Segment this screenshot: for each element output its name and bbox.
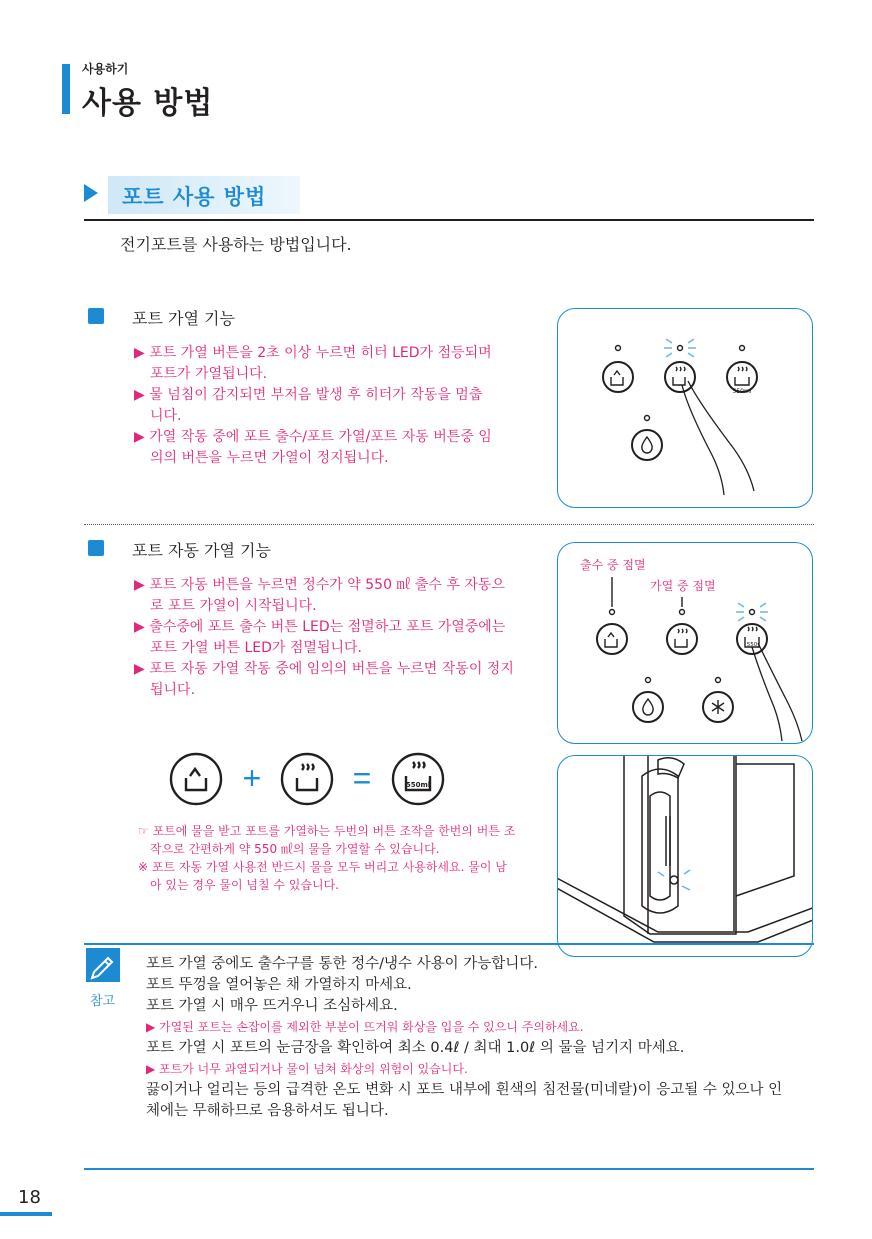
equation-550ml-label: 550ml [405, 781, 431, 789]
reference-warning: ▶ 포트가 너무 과열되거나 물이 넘쳐 화상의 위험이 있습니다. [146, 1062, 468, 1076]
pencil-icon [86, 948, 120, 982]
auto-heating-heading: 포트 자동 가열 기능 [132, 541, 271, 560]
equation-equals: = [352, 760, 372, 796]
page-number-bar [0, 1212, 52, 1216]
reference-line: 포트 뚜껑을 열어놓은 채 가열하지 마세요. [146, 977, 412, 993]
reference-top-line [84, 943, 814, 945]
square-bullet-icon [88, 540, 104, 556]
reference-label: 참고 [90, 994, 116, 1009]
auto-heating-bullets [134, 575, 514, 701]
header-subtitle: 사용하기 [82, 62, 129, 76]
button-combination-equation [162, 750, 462, 808]
auto-heating-bullet: ▶ 포트 자동 가열 작동 중에 임의의 버튼을 누르면 작동이 정지됩니다. [134, 661, 514, 698]
reference-body [146, 954, 796, 1122]
header-accent-bar [62, 64, 70, 114]
control-panel-auto-illustration [558, 543, 812, 743]
page-number: 18 [18, 1187, 41, 1208]
heating-bullet: ▶ 물 넘침이 감지되면 부저음 발생 후 히터가 작동을 멈춥니다. [134, 387, 483, 424]
electric-pot-illustration [558, 756, 812, 956]
note-item: ☞ 포트에 물을 받고 포트를 가열하는 두번의 버튼 조작을 한번의 버튼 조작으로 간편하게 약 550 ㎖의 물을 가열할 수 있습니다. [138, 824, 516, 856]
section-intro: 전기포트를 사용하는 방법입니다. [120, 235, 352, 254]
equation-plus: + [242, 760, 262, 796]
control-panel-heating [557, 308, 813, 508]
reference-warning: ▶ 가열된 포트는 손잡이를 제외한 부분이 뜨거워 화상을 입을 수 있으니 주의하세요. [146, 1020, 584, 1034]
heating-bullet: ▶ 가열 작동 중에 포트 출수/포트 가열/포트 자동 버튼중 임의의 버튼을 누르면 가열이 정지됩니다. [134, 429, 492, 466]
panel-550-label: 550 [746, 642, 758, 648]
reference-line: 포트 가열 시 포트의 눈금장을 확인하여 최소 0.4ℓ / 최대 1.0ℓ 의 물을 넘기지 마세요. [146, 1040, 685, 1056]
section-title: 포트 사용 방법 [122, 185, 267, 209]
reference-bottom-line [84, 1168, 814, 1170]
auto-heating-bullet: ▶ 출수중에 포트 출수 버튼 LED는 점멸하고 포트 가열중에는 포트 가열 버튼 LED가 점멸됩니다. [134, 619, 506, 656]
heating-heading: 포트 가열 기능 [132, 309, 235, 328]
auto-heating-bullet: ▶ 포트 자동 버튼을 누르면 정수가 약 550 ㎖ 출수 후 자동으로 포트 가열이 시작됩니다. [134, 577, 505, 614]
panel-550ml-label: 550ml [732, 388, 752, 395]
dispense-blink-label: 출수 중 점멸 [580, 558, 646, 572]
triangle-right-icon [84, 184, 98, 202]
reference-line: 포트 가열 시 매우 뜨거우니 조심하세요. [146, 998, 398, 1014]
section-divider [84, 219, 814, 221]
control-panel-illustration [558, 309, 812, 507]
control-panel-auto-heating [557, 542, 813, 744]
page-title: 사용 방법 [82, 86, 214, 121]
reference-line: 끓이거나 얼리는 등의 급격한 온도 변화 시 포트 내부에 흰색의 침전물(미네랄)이 응고될 수 있으나 인체에는 무해하므로 음용하셔도 됩니다. [146, 1082, 783, 1119]
heating-bullets [134, 343, 494, 469]
square-bullet-icon [88, 308, 104, 324]
heat-blink-label: 가열 중 점멸 [650, 579, 716, 593]
note-item: ※ 포트 자동 가열 사용전 반드시 물을 모두 버리고 사용하세요. 물이 남아 있는 경우 물이 넘칠 수 있습니다. [138, 860, 507, 892]
section-separator [84, 524, 814, 525]
pot-illustration-panel [557, 755, 813, 957]
auto-heating-notes [138, 822, 518, 894]
reference-line: 포트 가열 중에도 출수구를 통한 정수/냉수 사용이 가능합니다. [146, 956, 538, 972]
heating-bullet: ▶ 포트 가열 버튼을 2초 이상 누르면 히터 LED가 점등되며 포트가 가열됩니다. [134, 345, 492, 382]
